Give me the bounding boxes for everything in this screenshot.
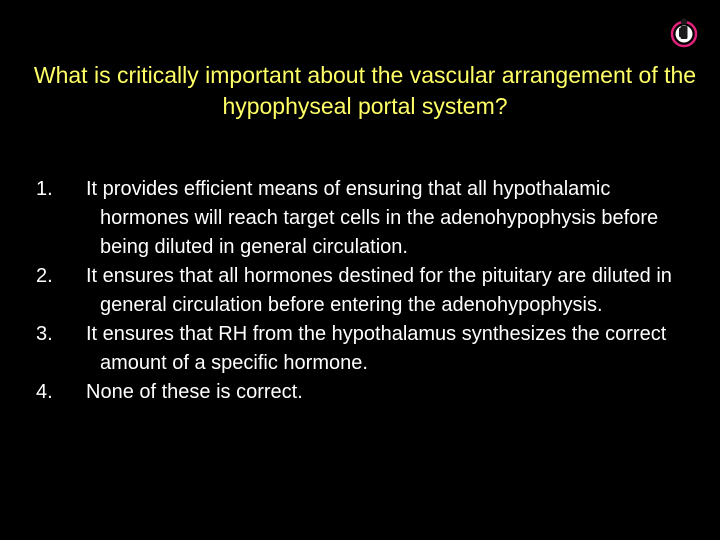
answer-option (30, 320, 700, 378)
clicker-logo-icon (668, 16, 700, 48)
option-number: 2. (36, 265, 53, 287)
option-text: None of these is correct. (86, 381, 303, 403)
answer-option (30, 175, 700, 262)
option-number: 3. (36, 323, 53, 345)
option-number: 4. (36, 381, 53, 403)
option-text: It ensures that RH from the hypothalamus synthesizes the correct amount of a specific hormone. (86, 323, 667, 374)
slide-title: What is critically important about the vascular arrangement of the hypophyseal portal system? (33, 62, 697, 119)
option-text: It provides efficient means of ensuring that all hypothalamic hormones will reach target cells in the adenohypophysis before being diluted in general circulation. (86, 178, 659, 258)
answer-options-list (30, 175, 700, 407)
answer-option (30, 378, 700, 407)
option-text: It ensures that all hormones destined for the pituitary are diluted in general circulation before entering the adenohypophysis. (86, 265, 672, 316)
option-number: 1. (36, 178, 53, 200)
answer-option (30, 262, 700, 320)
